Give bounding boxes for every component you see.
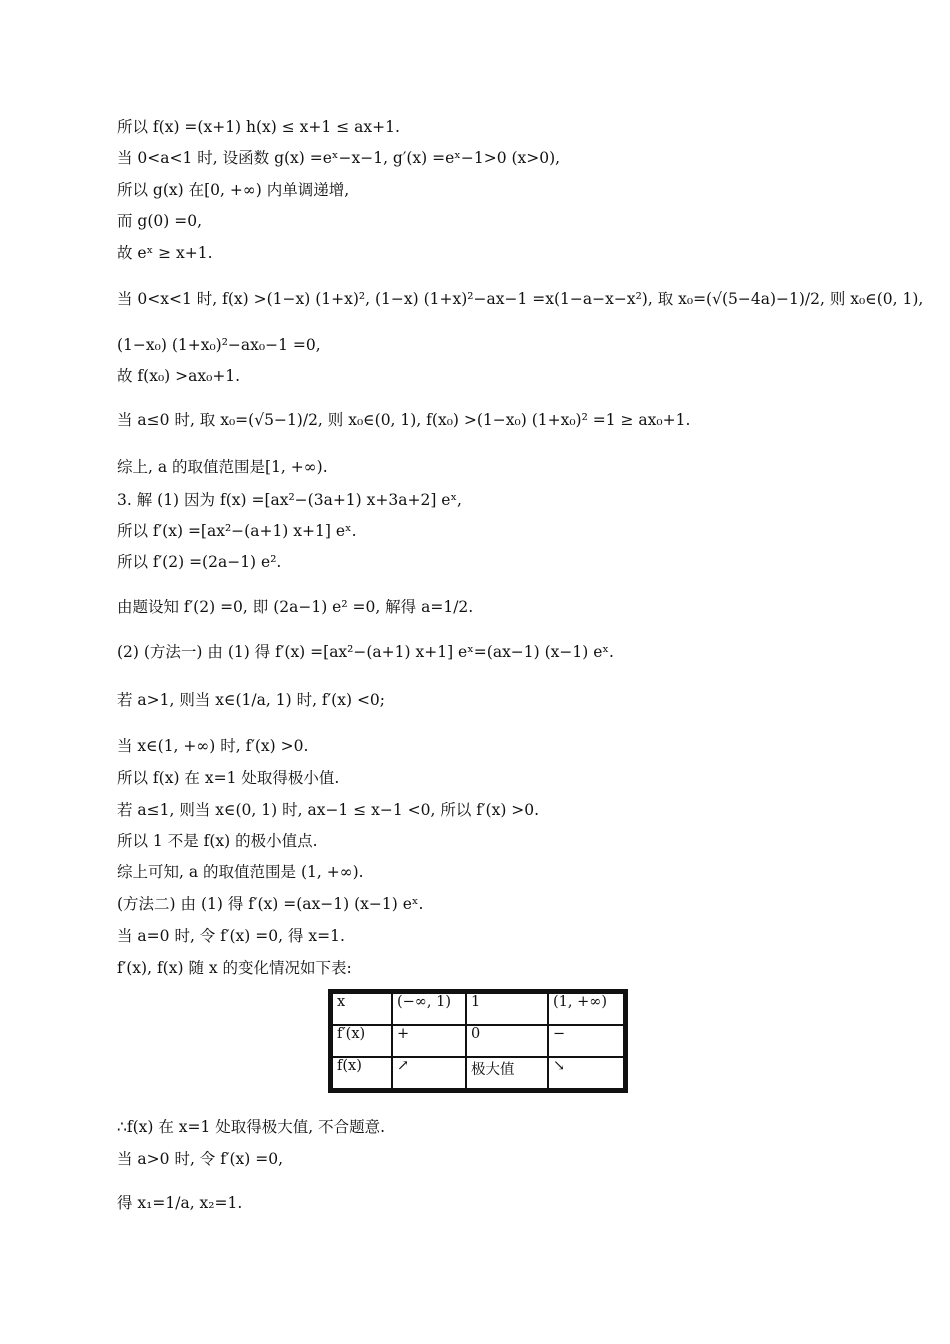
text-line: ∴f(x) 在 x=1 处取得极大值, 不合题意.: [117, 1118, 386, 1136]
text-line: 所以 1 不是 f(x) 的极小值点.: [117, 832, 318, 850]
table-row: [332, 1057, 624, 1089]
table-cell: −: [548, 1025, 624, 1057]
text-line: 得 x₁=1/a, x₂=1.: [117, 1194, 243, 1212]
text-line: 3. 解 (1) 因为 f(x) =[ax²−(3a+1) x+3a+2] eˣ,: [117, 491, 462, 509]
text-line: 所以 f′(2) =(2a−1) e².: [117, 553, 282, 571]
text-line: f′(x), f(x) 随 x 的变化情况如下表:: [117, 959, 352, 977]
text-line: 综上, a 的取值范围是[1, +∞).: [117, 458, 328, 476]
table-cell: 1: [466, 993, 548, 1025]
text-line: 所以 f(x) =(x+1) h(x) ≤ x+1 ≤ ax+1.: [117, 118, 400, 136]
table-cell: ↘: [548, 1057, 624, 1089]
text-line: 当 a≤0 时, 取 x₀=(√5−1)/2, 则 x₀∈(0, 1), f(x₀) >(1−x₀) (1+x₀)² =1 ≥ ax₀+1.: [117, 411, 691, 429]
text-line: 所以 f′(x) =[ax²−(a+1) x+1] eˣ.: [117, 522, 357, 540]
text-line: (2) (方法一) 由 (1) 得 f′(x) =[ax²−(a+1) x+1] eˣ=(ax−1) (x−1) eˣ.: [117, 643, 614, 661]
text-line: 当 0<a<1 时, 设函数 g(x) =eˣ−x−1, g′(x) =eˣ−1>0 (x>0),: [117, 149, 561, 167]
text-line: (方法二) 由 (1) 得 f′(x) =(ax−1) (x−1) eˣ.: [117, 895, 424, 913]
table-cell: (−∞, 1): [392, 993, 466, 1025]
variation-table: [328, 989, 628, 1093]
text-line: 当 a>0 时, 令 f′(x) =0,: [117, 1150, 284, 1168]
table-cell: 0: [466, 1025, 548, 1057]
text-line: 而 g(0) =0,: [117, 212, 203, 230]
text-line: 所以 f(x) 在 x=1 处取得极小值.: [117, 769, 340, 787]
table-row: [332, 1025, 624, 1057]
text-line: 由题设知 f′(2) =0, 即 (2a−1) e² =0, 解得 a=1/2.: [117, 598, 474, 616]
text-line: (1−x₀) (1+x₀)²−ax₀−1 =0,: [117, 336, 321, 354]
text-line: 若 a>1, 则当 x∈(1/a, 1) 时, f′(x) <0;: [117, 691, 386, 709]
table-row: [332, 993, 624, 1025]
text-line: 故 f(x₀) >ax₀+1.: [117, 367, 241, 385]
text-line: 所以 g(x) 在[0, +∞) 内单调递增,: [117, 181, 350, 199]
text-line: 综上可知, a 的取值范围是 (1, +∞).: [117, 863, 364, 881]
table-cell: +: [392, 1025, 466, 1057]
table-cell: ↗: [392, 1057, 466, 1089]
text-line: 若 a≤1, 则当 x∈(0, 1) 时, ax−1 ≤ x−1 <0, 所以 f′(x) >0.: [117, 801, 540, 819]
text-line: 当 0<x<1 时, f(x) >(1−x) (1+x)², (1−x) (1+x)²−ax−1 =x(1−a−x−x²), 取 x₀=(√(5−4a)−1)/2, 则 x₀∈(0, 1),: [117, 290, 924, 308]
table-cell: x: [332, 993, 392, 1025]
table-cell: f′(x): [332, 1025, 392, 1057]
table-cell: (1, +∞): [548, 993, 624, 1025]
text-line: 当 x∈(1, +∞) 时, f′(x) >0.: [117, 737, 309, 755]
table-cell: f(x): [332, 1057, 392, 1089]
text-line: 故 eˣ ≥ x+1.: [117, 244, 213, 262]
table-cell: 极大值: [466, 1057, 548, 1089]
text-line: 当 a=0 时, 令 f′(x) =0, 得 x=1.: [117, 927, 345, 945]
